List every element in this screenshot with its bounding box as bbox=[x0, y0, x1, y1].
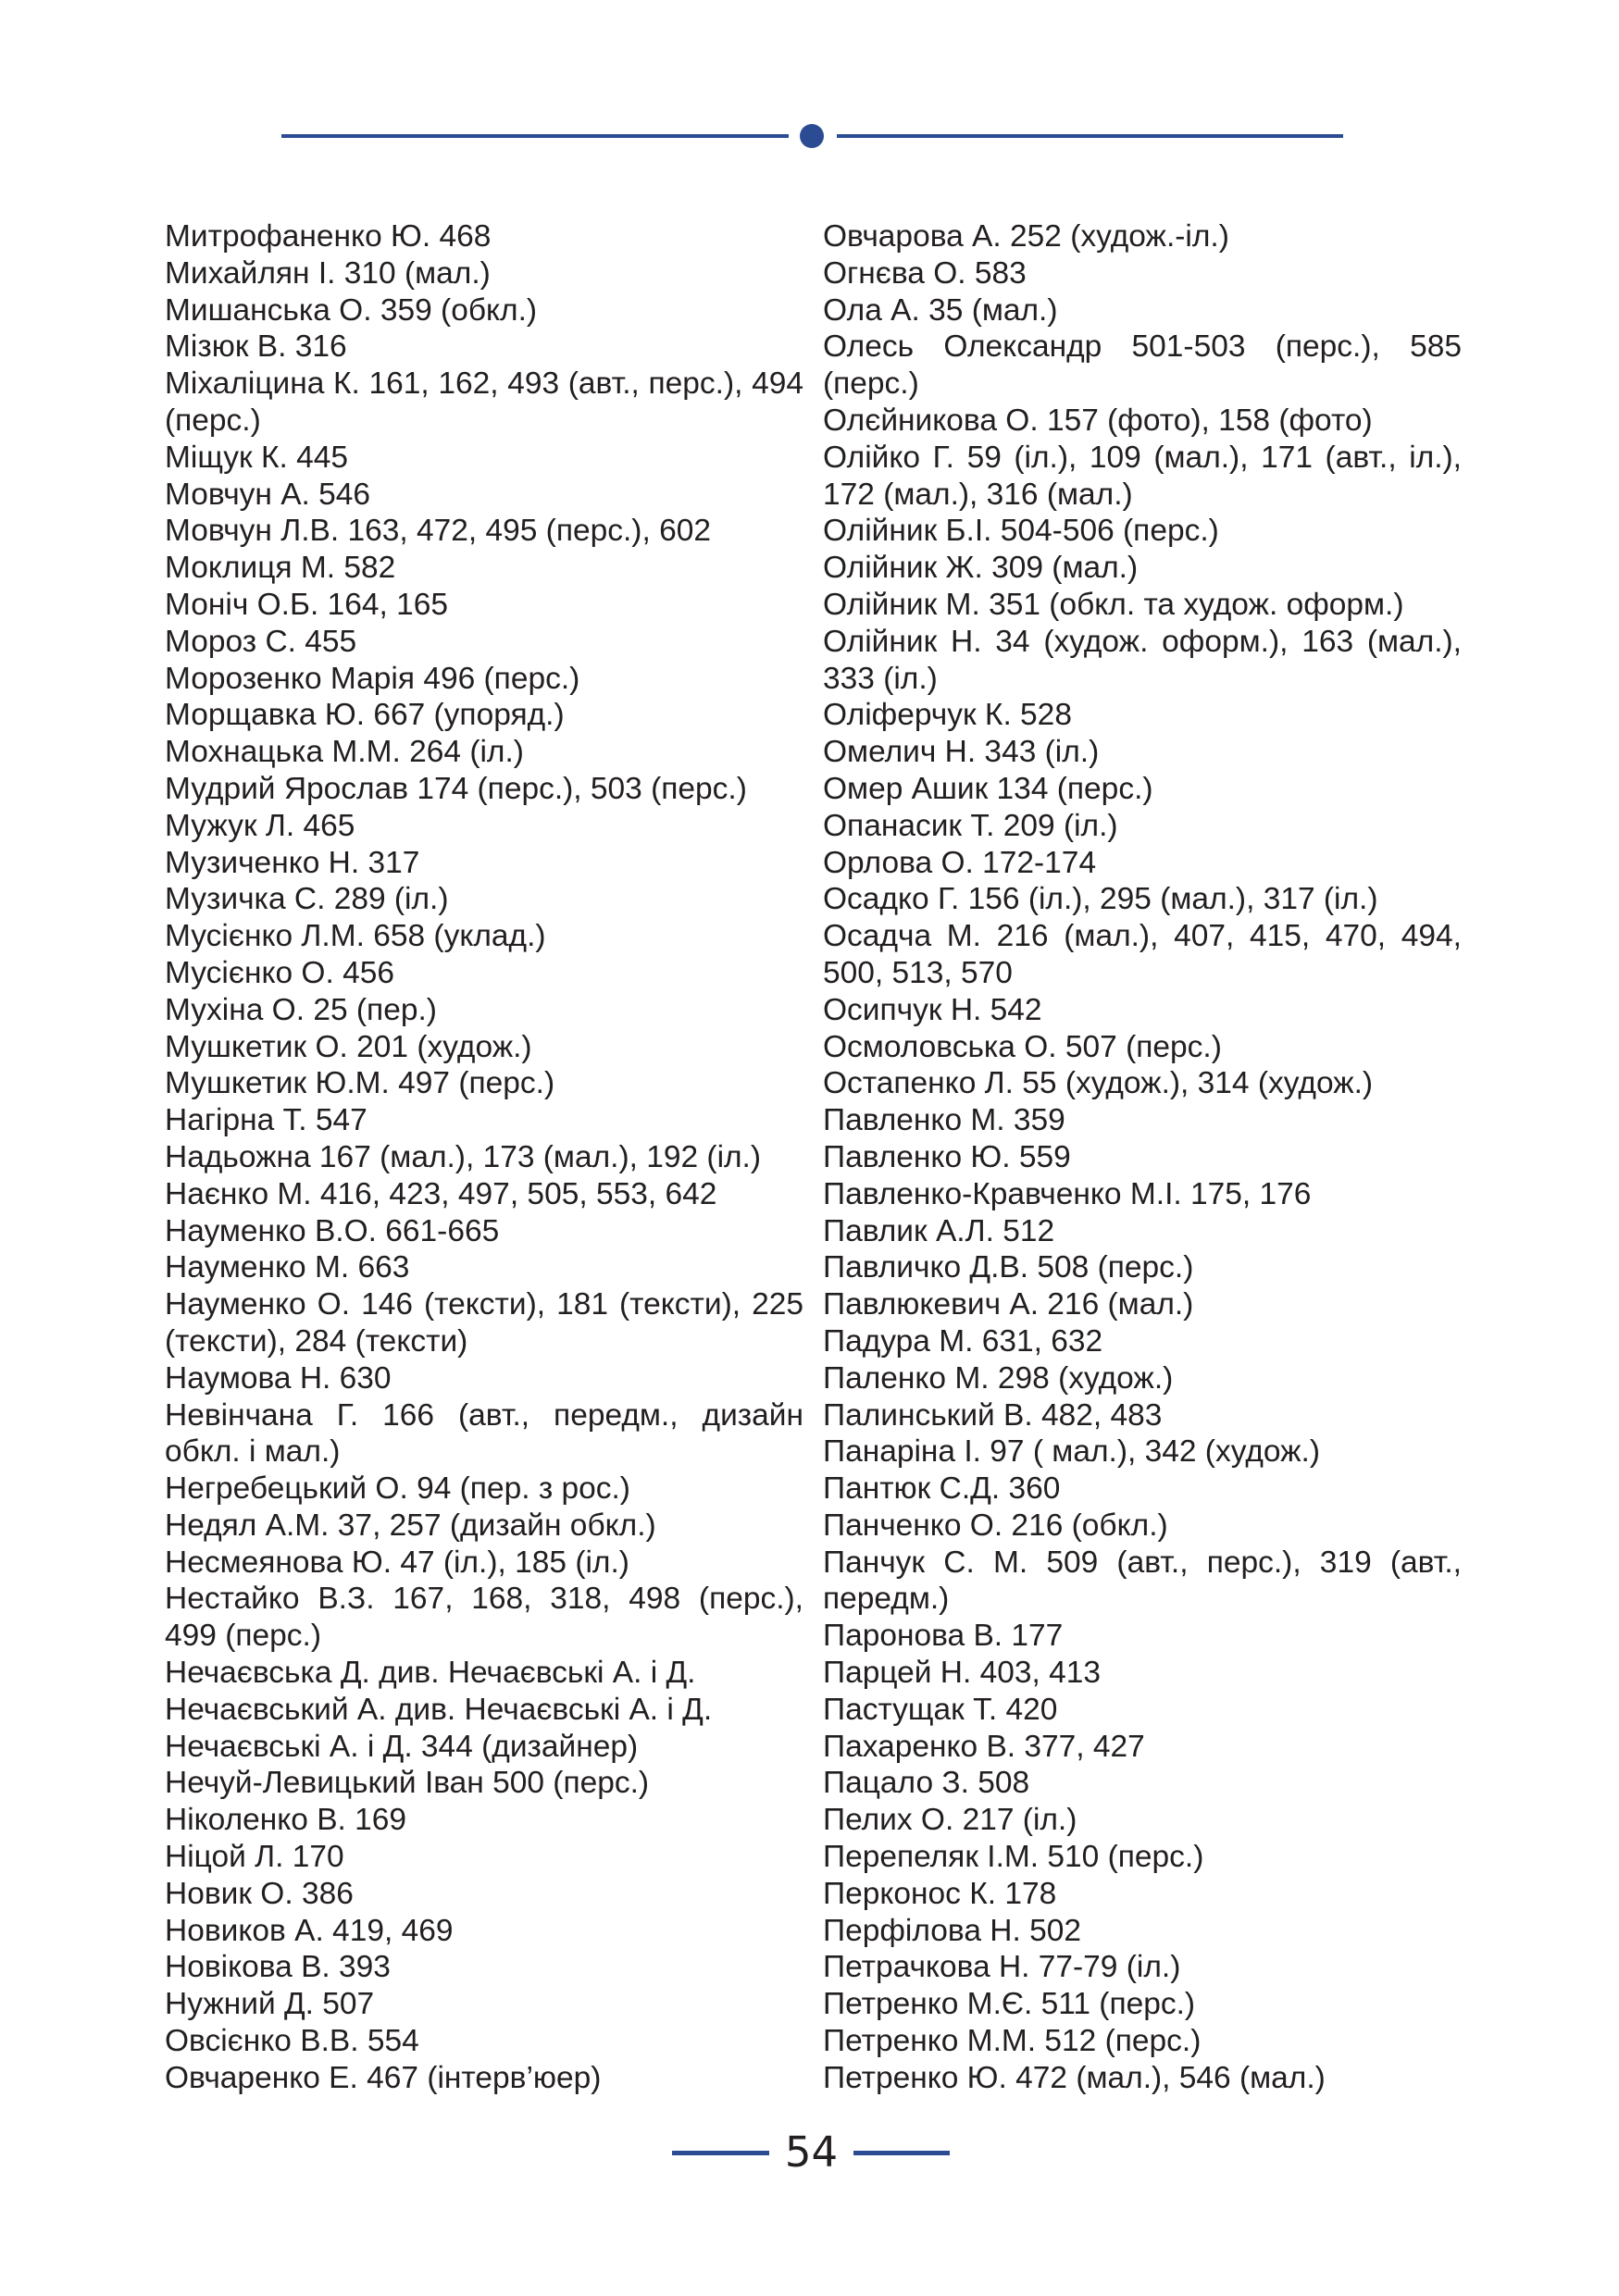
index-entry: Нагірна Т. 547 bbox=[165, 1103, 367, 1138]
index-entry: Науменко В.О. 661-665 bbox=[165, 1213, 500, 1248]
index-entry: Морщавка Ю. 667 (упоряд.) bbox=[165, 698, 565, 733]
index-entry: Морозенко Марія 496 (перс.) bbox=[165, 661, 580, 696]
index-entry: Новікова В. 393 bbox=[165, 1950, 391, 1985]
index-entry: Петренко М.Є. 511 (перс.) bbox=[823, 1987, 1196, 2022]
index-entry: Овчарова А. 252 (худож.-іл.) bbox=[823, 219, 1229, 254]
footer-rule-left bbox=[672, 2151, 769, 2155]
index-entry: Павлик А.Л. 512 bbox=[823, 1213, 1055, 1248]
index-entry: Овчаренко Е. 467 (інтерв’юер) bbox=[165, 2060, 602, 2095]
index-entry: Пелих О. 217 (іл.) bbox=[823, 1803, 1077, 1838]
index-entry: Нечуй-Левицький Іван 500 (перс.) bbox=[165, 1766, 650, 1801]
index-entry: Перепеляк І.М. 510 (перс.) bbox=[823, 1840, 1204, 1875]
index-entry: Павленко Ю. 559 bbox=[823, 1139, 1071, 1174]
index-entry: Оліферчук К. 528 bbox=[823, 698, 1072, 733]
index-entry: Нестайко В.З. 167, 168, 318, 498 (перс.), 499 (перс.) bbox=[165, 1582, 803, 1654]
top-ornament-dot bbox=[800, 124, 824, 148]
index-entry: Огнєва О. 583 bbox=[823, 255, 1027, 291]
index-entry: Павличко Д.В. 508 (перс.) bbox=[823, 1250, 1194, 1285]
index-entry: Михайлян І. 310 (мал.) bbox=[165, 255, 491, 291]
index-entry: Мушкетик О. 201 (худож.) bbox=[165, 1029, 532, 1064]
index-entry: Паронова В. 177 bbox=[823, 1619, 1064, 1654]
index-entry: Міщук К. 445 bbox=[165, 440, 349, 475]
index-entry: Парцей Н. 403, 413 bbox=[823, 1656, 1102, 1691]
index-column-left bbox=[165, 218, 803, 2097]
index-entry: Осипчук Н. 542 bbox=[823, 992, 1042, 1027]
index-entry: Пастущак Т. 420 bbox=[823, 1692, 1058, 1727]
index-entry: Олєйникова О. 157 (фото), 158 (фото) bbox=[823, 403, 1373, 438]
index-entry: Мусієнко О. 456 bbox=[165, 955, 394, 990]
index-entry: Мушкетик Ю.М. 497 (перс.) bbox=[165, 1066, 555, 1101]
index-entry: Панченко О. 216 (обкл.) bbox=[823, 1508, 1168, 1543]
index-entry: Мізюк В. 316 bbox=[165, 329, 347, 365]
index-entry: Надьожна 167 (мал.), 173 (мал.), 192 (іл.) bbox=[165, 1139, 762, 1174]
index-entry: Олійник М. 351 (обкл. та худож. оформ.) bbox=[823, 587, 1404, 622]
index-entry: Петренко М.М. 512 (перс.) bbox=[823, 2024, 1202, 2059]
index-entry: Петрачкова Н. 77-79 (іл.) bbox=[823, 1950, 1181, 1985]
index-entry: Нечаєвські А. і Д. 344 (дизайнер) bbox=[165, 1729, 639, 1764]
index-entry: Мудрий Ярослав 174 (перс.), 503 (перс.) bbox=[165, 771, 747, 806]
index-entry: Пантюк С.Д. 360 bbox=[823, 1471, 1061, 1507]
page-footer bbox=[672, 2127, 950, 2178]
index-entry: Олійко Г. 59 (іл.), 109 (мал.), 171 (авт., іл.), 172 (мал.), 316 (мал.) bbox=[823, 440, 1462, 512]
index-entry: Музичка С. 289 (іл.) bbox=[165, 882, 449, 917]
index-entry: Осмоловська О. 507 (перс.) bbox=[823, 1029, 1222, 1064]
index-entry: Недял А.М. 37, 257 (дизайн обкл.) bbox=[165, 1508, 656, 1543]
index-entry: Новиков А. 419, 469 bbox=[165, 1913, 454, 1948]
index-entry: Паленко М. 298 (худож.) bbox=[823, 1360, 1174, 1396]
index-entry: Олійник Б.І. 504-506 (перс.) bbox=[823, 514, 1219, 549]
index-entry: Новик О. 386 bbox=[165, 1876, 354, 1911]
index-entry: Науменко О. 146 (тексти), 181 (тексти), 225 (тексти), 284 (тексти) bbox=[165, 1287, 803, 1359]
index-entry: Негребецький О. 94 (пер. з рос.) bbox=[165, 1471, 630, 1507]
index-entry: Панаріна І. 97 ( мал.), 342 (худож.) bbox=[823, 1434, 1321, 1470]
index-column-right bbox=[823, 218, 1462, 2097]
index-entry: Мохнацька М.М. 264 (іл.) bbox=[165, 735, 524, 770]
index-entry: Моніч О.Б. 164, 165 bbox=[165, 587, 448, 622]
index-entry: Музиченко Н. 317 bbox=[165, 845, 420, 880]
index-entry: Олійник Ж. 309 (мал.) bbox=[823, 551, 1139, 586]
index-entry: Падура М. 631, 632 bbox=[823, 1323, 1103, 1359]
index-entry: Наєнко М. 416, 423, 497, 505, 553, 642 bbox=[165, 1176, 717, 1211]
top-rule-left bbox=[281, 134, 789, 138]
index-entry: Омелич Н. 343 (іл.) bbox=[823, 735, 1100, 770]
index-entry: Павленко М. 359 bbox=[823, 1103, 1065, 1138]
index-entry: Мовчун Л.В. 163, 472, 495 (перс.), 602 bbox=[165, 514, 711, 549]
index-entry: Палинський В. 482, 483 bbox=[823, 1397, 1163, 1433]
index-entry: Пацало З. 508 bbox=[823, 1766, 1030, 1801]
index-entry: Міхаліцина К. 161, 162, 493 (авт., перс.), 494 (перс.) bbox=[165, 366, 803, 438]
index-entry: Нечаєвська Д. див. Нечаєвські А. і Д. bbox=[165, 1656, 696, 1691]
index-entry: Павлюкевич А. 216 (мал.) bbox=[823, 1287, 1194, 1322]
index-entry: Опанасик Т. 209 (іл.) bbox=[823, 808, 1118, 843]
index-entry: Омер Ашик 134 (перс.) bbox=[823, 771, 1153, 806]
top-ornament bbox=[281, 132, 1343, 140]
footer-rule-right bbox=[853, 2151, 950, 2155]
index-entry: Мужук Л. 465 bbox=[165, 808, 355, 843]
index-entry: Невінчана Г. 166 (авт., передм., дизайн обкл. і мал.) bbox=[165, 1397, 803, 1470]
index-entry: Митрофаненко Ю. 468 bbox=[165, 219, 492, 254]
page-number: 54 bbox=[784, 2128, 839, 2177]
index-entry: Моклиця М. 582 bbox=[165, 551, 396, 586]
index-entry: Нечаєвський А. див. Нечаєвські А. і Д. bbox=[165, 1692, 713, 1727]
top-rule-right bbox=[837, 134, 1343, 138]
index-entry: Ола А. 35 (мал.) bbox=[823, 292, 1058, 328]
index-entry: Петренко Ю. 472 (мал.), 546 (мал.) bbox=[823, 2060, 1326, 2095]
index-entry: Мовчун А. 546 bbox=[165, 477, 371, 512]
index-entry: Наумова Н. 630 bbox=[165, 1360, 392, 1396]
index-entry: Павленко-Кравченко М.І. 175, 176 bbox=[823, 1176, 1312, 1211]
index-entry: Олесь Олександр 501-503 (перс.), 585 (перс.) bbox=[823, 329, 1462, 402]
index-entry: Мухіна О. 25 (пер.) bbox=[165, 992, 437, 1027]
index-entry: Олійник Н. 34 (худож. оформ.), 163 (мал.), 333 (іл.) bbox=[823, 624, 1462, 696]
index-entry: Ніколенко В. 169 bbox=[165, 1803, 407, 1838]
index-entry: Мусієнко Л.М. 658 (уклад.) bbox=[165, 919, 546, 954]
index-entry: Нужний Д. 507 bbox=[165, 1987, 375, 2022]
index-entry: Орлова О. 172-174 bbox=[823, 845, 1097, 880]
index-entry: Пахаренко В. 377, 427 bbox=[823, 1729, 1145, 1764]
index-entry: Остапенко Л. 55 (худож.), 314 (худож.) bbox=[823, 1066, 1374, 1101]
index-entry: Мороз С. 455 bbox=[165, 624, 357, 659]
index-entry: Перфілова Н. 502 bbox=[823, 1913, 1081, 1948]
index-entry: Несмеянова Ю. 47 (іл.), 185 (іл.) bbox=[165, 1545, 629, 1580]
index-entry: Панчук С. М. 509 (авт., перс.), 319 (авт., передм.) bbox=[823, 1545, 1462, 1617]
index-entry: Мишанська О. 359 (обкл.) bbox=[165, 292, 538, 328]
index-entry: Осадко Г. 156 (іл.), 295 (мал.), 317 (іл.) bbox=[823, 882, 1378, 917]
index-entry: Науменко М. 663 bbox=[165, 1250, 410, 1285]
index-entry: Овсієнко В.В. 554 bbox=[165, 2024, 419, 2059]
index-entry: Ніцой Л. 170 bbox=[165, 1840, 344, 1875]
index-entry: Осадча М. 216 (мал.), 407, 415, 470, 494, 500, 513, 570 bbox=[823, 919, 1462, 990]
index-entry: Перконос К. 178 bbox=[823, 1876, 1057, 1911]
